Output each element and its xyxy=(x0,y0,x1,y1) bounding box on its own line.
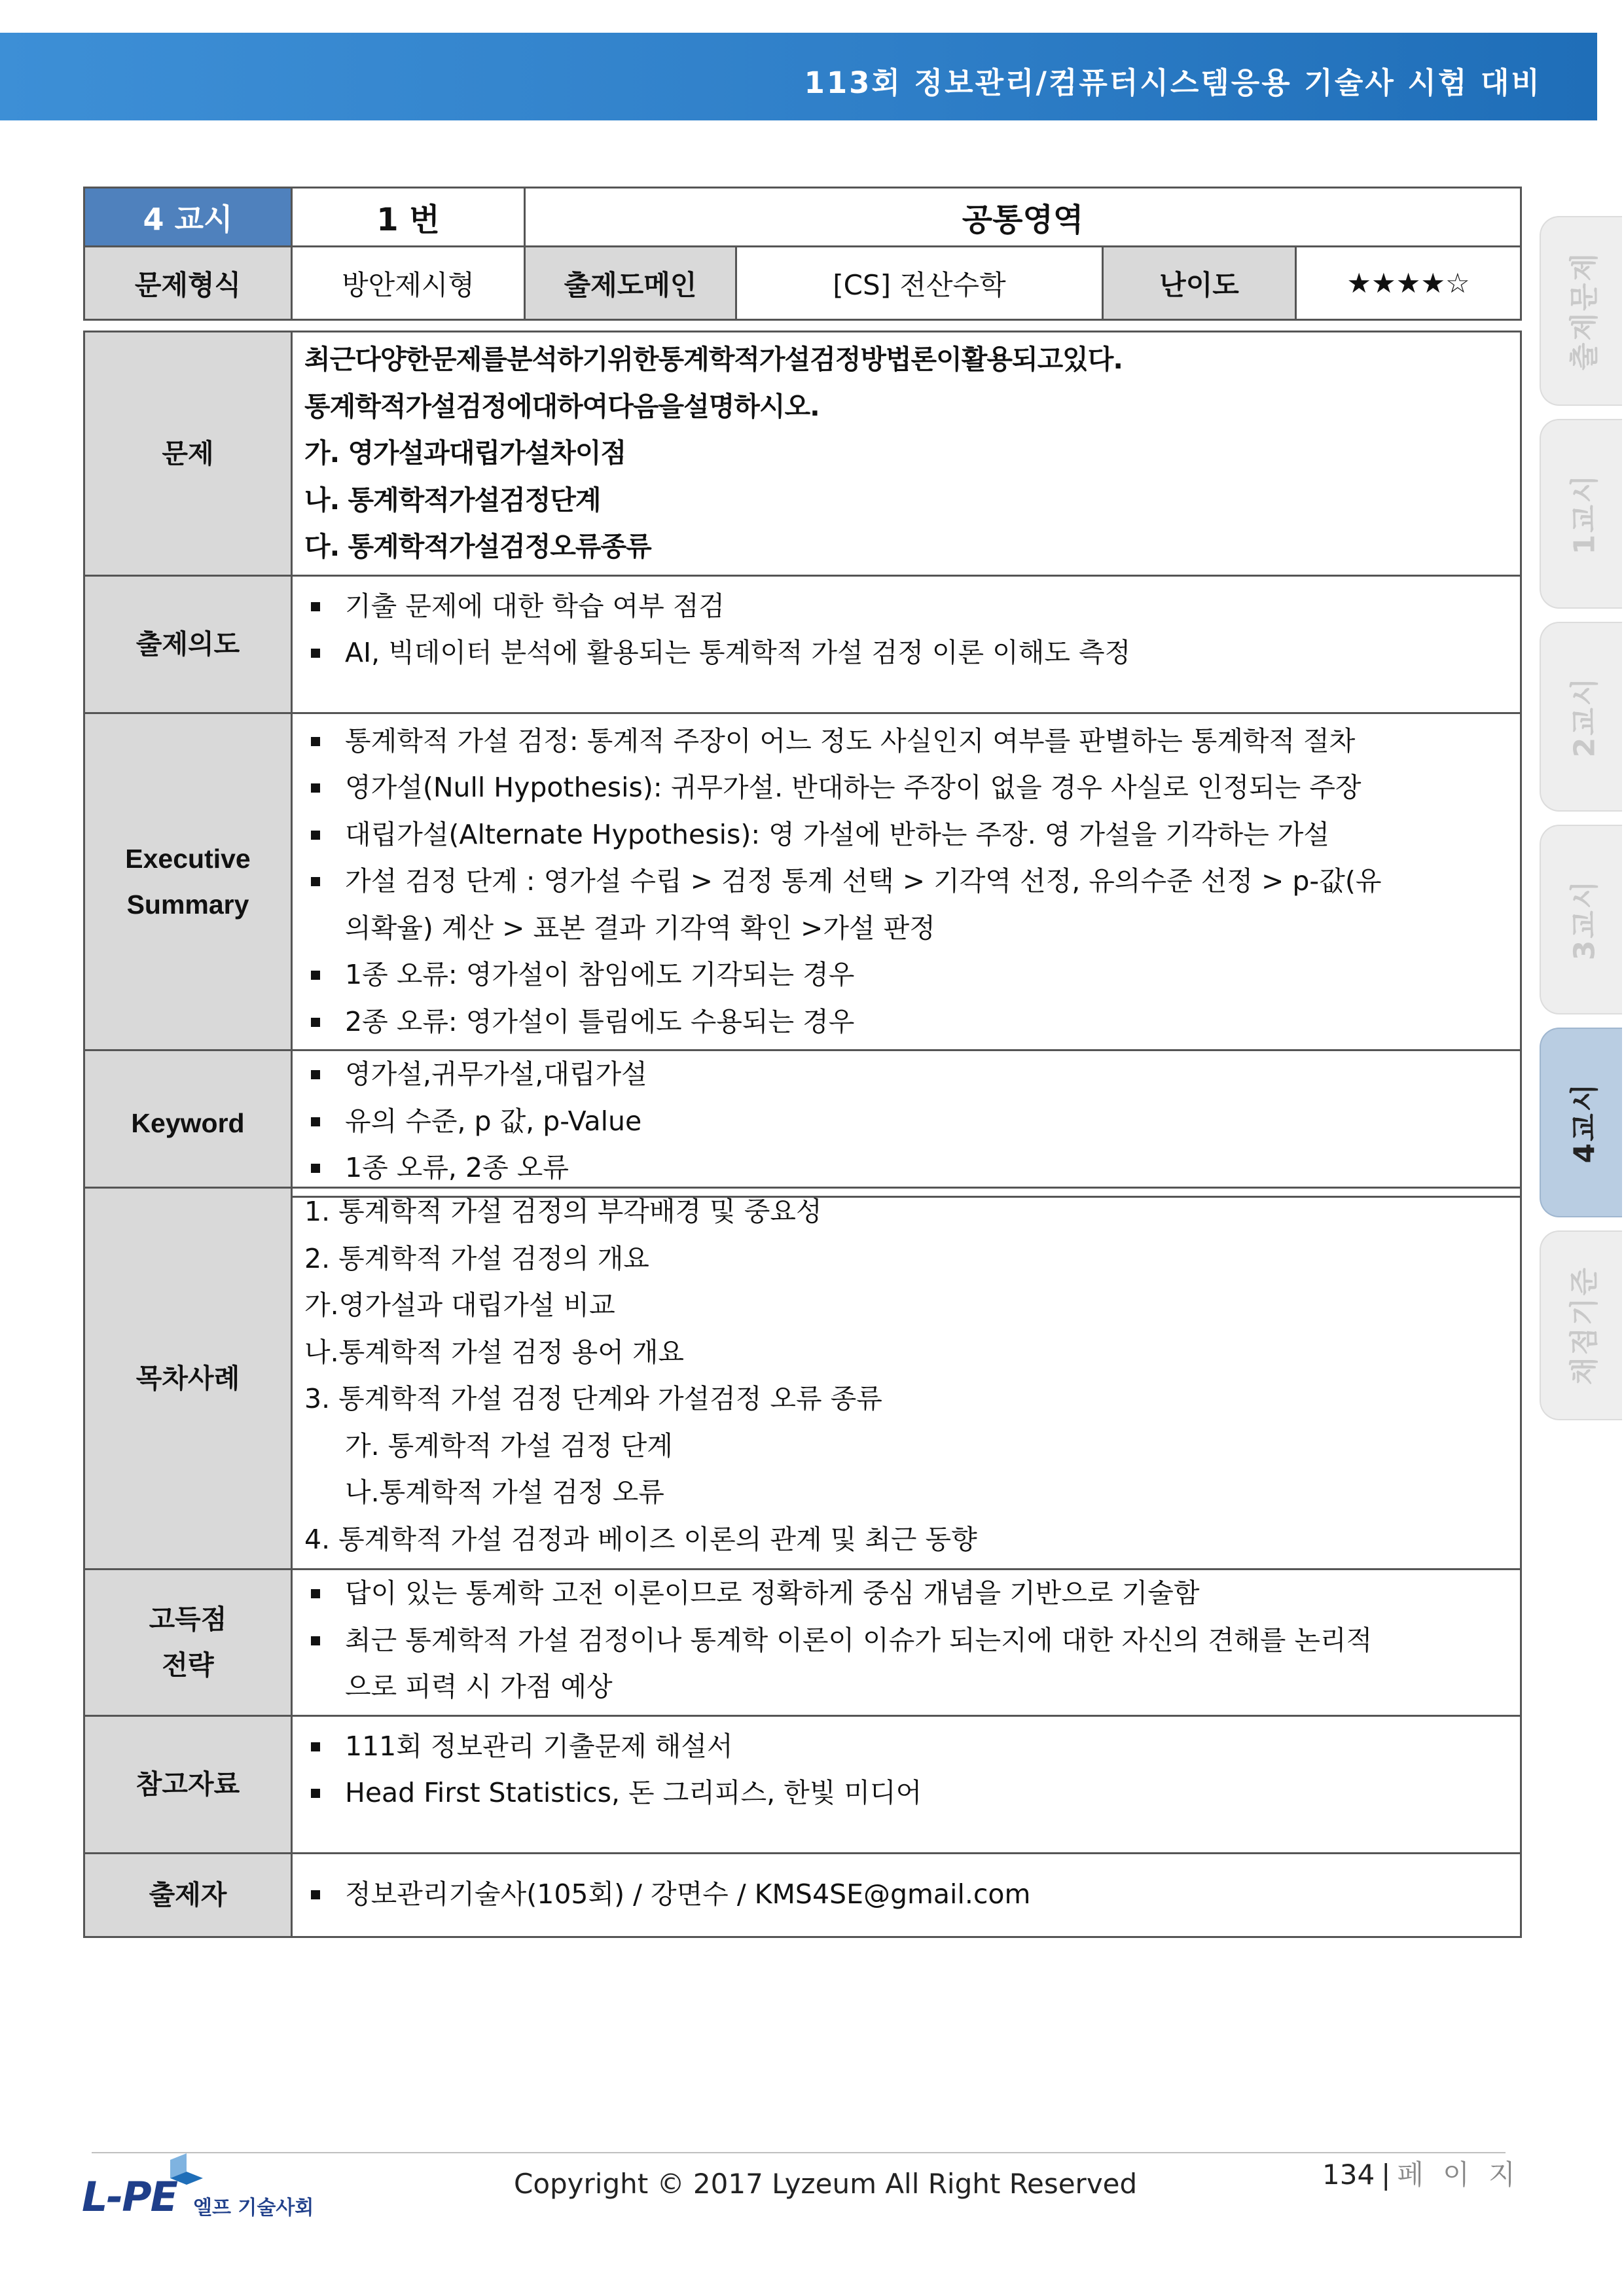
domain-label: 출제도메인 xyxy=(525,247,736,320)
area-cell: 공통영역 xyxy=(525,188,1521,247)
toc-line: 가. 통계학적 가설 검정 단계 xyxy=(345,1429,673,1462)
question-line: 나. 통계학적가설검정단계 xyxy=(304,484,601,516)
logo-subtitle: 엘프 기술사회 xyxy=(193,2197,314,2219)
author-item: 정보관리기술사(105회) / 강면수 / KMS4SE@gmail.com xyxy=(304,1871,1508,1918)
question-line: 가. 영가설과대립가설차이점 xyxy=(304,437,626,469)
tab-label: 출제문제 xyxy=(1568,251,1602,371)
strategy-label xyxy=(84,1570,292,1716)
toc-line: 가.영가설과 대립가설 비교 xyxy=(304,1289,615,1321)
tab-label: 채점기준 xyxy=(1568,1265,1602,1386)
keyword-item: 영가설,귀무가설,대립가설 xyxy=(304,1051,1508,1098)
page-separator: | xyxy=(1381,2159,1391,2191)
summary-item: 대립가설(Alternate Hypothesis): 영 가설에 반하는 주장. 영 가설을 기각하는 가설 xyxy=(304,812,1508,859)
summary-item: 2종 오류: 영가설이 틀림에도 수용되는 경우 xyxy=(304,999,1508,1046)
tab-label: 1교시 xyxy=(1568,473,1601,555)
question-line: 다. 통계학적가설검정오류종류 xyxy=(304,531,651,562)
toc-line: 1. 통계학적 가설 검정의 부각배경 및 중요성 xyxy=(304,1196,822,1227)
tab-label: 4교시 xyxy=(1568,1081,1601,1164)
toc-label: 목차사례 xyxy=(84,1188,292,1570)
tab-label: 2교시 xyxy=(1568,675,1601,758)
question-line: 통계학적가설검정에대하여다음을설명하시오. xyxy=(304,390,820,422)
toc-line: 3. 통계학적 가설 검정 단계와 가설검정 오류 종류 xyxy=(304,1383,882,1414)
strategy-label-line: 고득점 xyxy=(149,1604,227,1636)
answer-guide-table xyxy=(83,1187,1522,1938)
summary-label-line: Executive xyxy=(125,843,251,874)
intent-item: 기출 문제에 대한 학습 여부 점검 xyxy=(304,583,1508,630)
reference-item: Head First Statistics, 돈 그리피스, 한빛 미디어 xyxy=(304,1770,1508,1817)
summary-continuation-text: 의확율) 계산 > 표본 결과 기각역 확인 >가설 판정 xyxy=(345,912,935,944)
strategy-label-line: 전략 xyxy=(162,1649,214,1681)
summary-item: 통계학적 가설 검정: 통계적 주장이 어느 정도 사실인지 여부를 판별하는 통계학적 절차 xyxy=(304,718,1508,765)
tab-exam-questions[interactable] xyxy=(1540,216,1622,406)
toc-line: 나.통계학적 가설 검정 오류 xyxy=(345,1477,664,1508)
footer-divider xyxy=(92,2152,1506,2153)
question-label: 문제 xyxy=(84,332,292,576)
keyword-label: Keyword xyxy=(84,1050,292,1197)
tab-session-4[interactable] xyxy=(1540,1028,1622,1217)
toc-content xyxy=(292,1188,1521,1570)
type-value: 방안제시형 xyxy=(292,247,525,320)
question-content xyxy=(292,332,1521,576)
summary-item: 가설 검정 단계 : 영가설 수립 > 검정 통계 선택 > 기각역 선정, 유의수준 선정 > p-값(유 xyxy=(304,858,1508,905)
session-cell: 4 교시 xyxy=(84,188,292,247)
header-bar xyxy=(0,33,1597,120)
strategy-content xyxy=(292,1570,1521,1716)
tab-session-2[interactable] xyxy=(1540,622,1622,812)
reference-item: 111회 정보관리 기출문제 해설서 xyxy=(304,1723,1508,1770)
summary-item: 영가설(Null Hypothesis): 귀무가설. 반대하는 주장이 없을 경우 사실로 인정되는 주장 xyxy=(304,764,1508,812)
type-label: 문제형식 xyxy=(84,247,292,320)
tab-session-3[interactable] xyxy=(1540,825,1622,1014)
question-number: 1 번 xyxy=(292,188,525,247)
intent-item: AI, 빅데이터 분석에 활용되는 통계학적 가설 검정 이론 이해도 측정 xyxy=(304,630,1508,677)
lpe-logo xyxy=(82,2153,314,2225)
summary-item: 1종 오류: 영가설이 참임에도 기각되는 경우 xyxy=(304,952,1508,999)
strategy-continuation: 으로 피력 시 가점 예상 xyxy=(345,1671,613,1702)
domain-value: [CS] 전산수학 xyxy=(736,247,1103,320)
intent-label: 출제의도 xyxy=(84,575,292,713)
question-table xyxy=(83,331,1522,1198)
page-label: 페 이 지 xyxy=(1397,2159,1521,2191)
strategy-item: 최근 통계학적 가설 검정이나 통계학 이론이 이슈가 되는지에 대한 자신의 견해를 논리적 xyxy=(304,1617,1508,1664)
summary-content xyxy=(292,713,1521,1050)
references-content xyxy=(292,1715,1521,1853)
difficulty-stars: ★★★★☆ xyxy=(1296,247,1521,320)
page-number xyxy=(1322,2153,1521,2193)
difficulty-label: 난이도 xyxy=(1103,247,1296,320)
toc-line: 4. 통계학적 가설 검정과 베이즈 이론의 관계 및 최근 동향 xyxy=(304,1523,977,1555)
strategy-item: 답이 있는 통계학 고전 이론이므로 정확하게 중심 개념을 기반으로 기술함 xyxy=(304,1570,1508,1617)
references-label: 참고자료 xyxy=(84,1715,292,1853)
keyword-item: 유의 수준, p 값, p-Value xyxy=(304,1098,1508,1145)
keyword-content xyxy=(292,1050,1521,1197)
page-number-value: 134 xyxy=(1322,2159,1375,2191)
toc-line: 2. 통계학적 가설 검정의 개요 xyxy=(304,1242,649,1274)
tab-label: 3교시 xyxy=(1568,878,1601,961)
tab-grading-criteria[interactable] xyxy=(1540,1230,1622,1420)
copyright-text: Copyright © 2017 Lyzeum All Right Reserved xyxy=(514,2168,1138,2200)
summary-continuation xyxy=(304,905,1508,952)
tab-session-1[interactable] xyxy=(1540,419,1622,609)
author-label: 출제자 xyxy=(84,1853,292,1937)
header-title: 113회 정보관리/컴퓨터시스템응용 기술사 시험 대비 xyxy=(804,65,1542,100)
intent-content xyxy=(292,575,1521,713)
summary-label xyxy=(84,713,292,1050)
author-content xyxy=(292,1853,1521,1937)
logo-text: L-PE xyxy=(82,2173,177,2221)
summary-label-line: Summary xyxy=(126,889,249,920)
toc-line: 나.통계학적 가설 검정 용어 개요 xyxy=(304,1336,685,1368)
keyword-item: 1종 오류, 2종 오류 xyxy=(304,1145,1508,1192)
info-table xyxy=(83,187,1522,321)
question-line: 최근다양한문제를분석하기위한통계학적가설검정방법론이활용되고있다. xyxy=(304,344,1123,375)
